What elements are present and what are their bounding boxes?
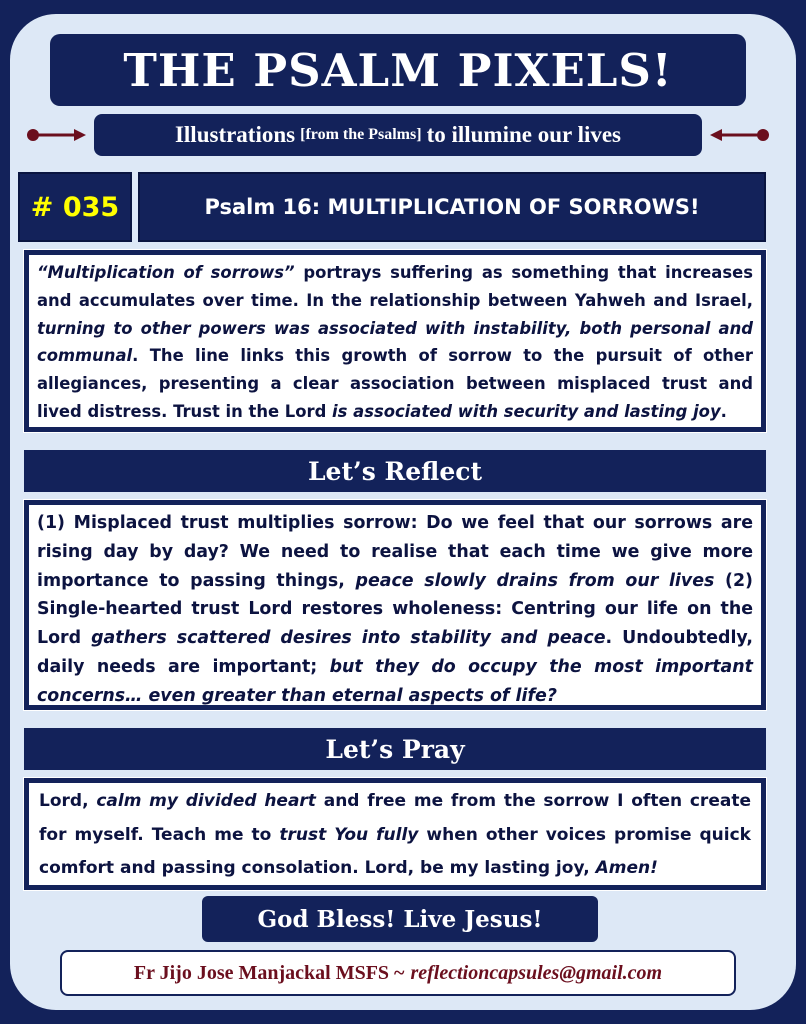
pray-text: when other voices promise quick comfort and passing consolation. Lord, be my lasting joy, <box>39 824 751 878</box>
intro-italic: turning to other powers was associated with instability, both personal and communal <box>37 318 753 366</box>
poster-card <box>10 14 796 1010</box>
subtitle-small: [from the Psalms] <box>300 126 422 143</box>
pray-text: and free me from the sorrow I often create for myself. Teach me to <box>39 791 751 845</box>
intro-text: . The line links this growth of sorrow to the pursuit of other allegiances, presenting a clear association between misplaced trust and lived distress. Trust in the Lord <box>37 346 753 421</box>
author-footer <box>60 950 736 996</box>
intro-paragraph <box>24 250 766 432</box>
reflect-heading: Let’s Reflect <box>24 450 766 492</box>
reflect-italic: but they do occupy the most important concerns… even greater than eternal aspects of life? <box>37 656 753 706</box>
left-arrow-icon <box>26 127 86 143</box>
reflect-text: (1) Misplaced trust multiplies sorrow: Do we feel that our sorrows are rising day by day? We need to realise that each time we give more importance to passing things, <box>37 513 753 591</box>
pray-italic: calm my divided heart <box>96 791 316 811</box>
reflect-text: . Undoubtedly, daily needs are important; <box>37 628 754 677</box>
intro-italic: is associated with security and lasting joy <box>332 401 721 421</box>
episode-title: Psalm 16: MULTIPLICATION OF SORROWS! <box>138 172 766 242</box>
pray-italic: Amen! <box>595 858 658 878</box>
reflect-paragraph <box>24 500 766 710</box>
reflect-italic: gathers scattered desires into stability and peace <box>91 628 606 649</box>
subtitle-post: to illumine our lives <box>426 122 622 147</box>
subtitle-banner <box>94 114 702 156</box>
subtitle-pre: Illustrations <box>174 122 296 147</box>
episode-number: # 035 <box>18 172 132 242</box>
author-email[interactable]: reflectioncapsules@gmail.com <box>410 961 663 984</box>
blessing-banner: God Bless! Live Jesus! <box>202 896 598 942</box>
intro-text: portrays suffering as something that increases and accumulates over time. In the relationship between Yahweh and Israel, <box>37 263 753 310</box>
pray-heading: Let’s Pray <box>24 728 766 770</box>
author-name: Fr Jijo Jose Manjackal MSFS ~ <box>133 961 405 984</box>
right-arrow-icon <box>710 127 770 143</box>
page-title: THE PSALM PIXELS! <box>50 34 746 106</box>
reflect-text: (2) Single-hearted trust Lord restores wholeness: Centring our life on the Lord <box>37 570 754 649</box>
reflect-italic: peace slowly drains from our lives <box>355 570 715 591</box>
pray-paragraph <box>24 778 766 890</box>
pray-text: Lord, <box>39 791 97 811</box>
intro-text: . <box>720 401 727 421</box>
pray-italic: trust You fully <box>279 824 419 845</box>
intro-quote: “Multiplication of sorrows” <box>37 263 295 282</box>
